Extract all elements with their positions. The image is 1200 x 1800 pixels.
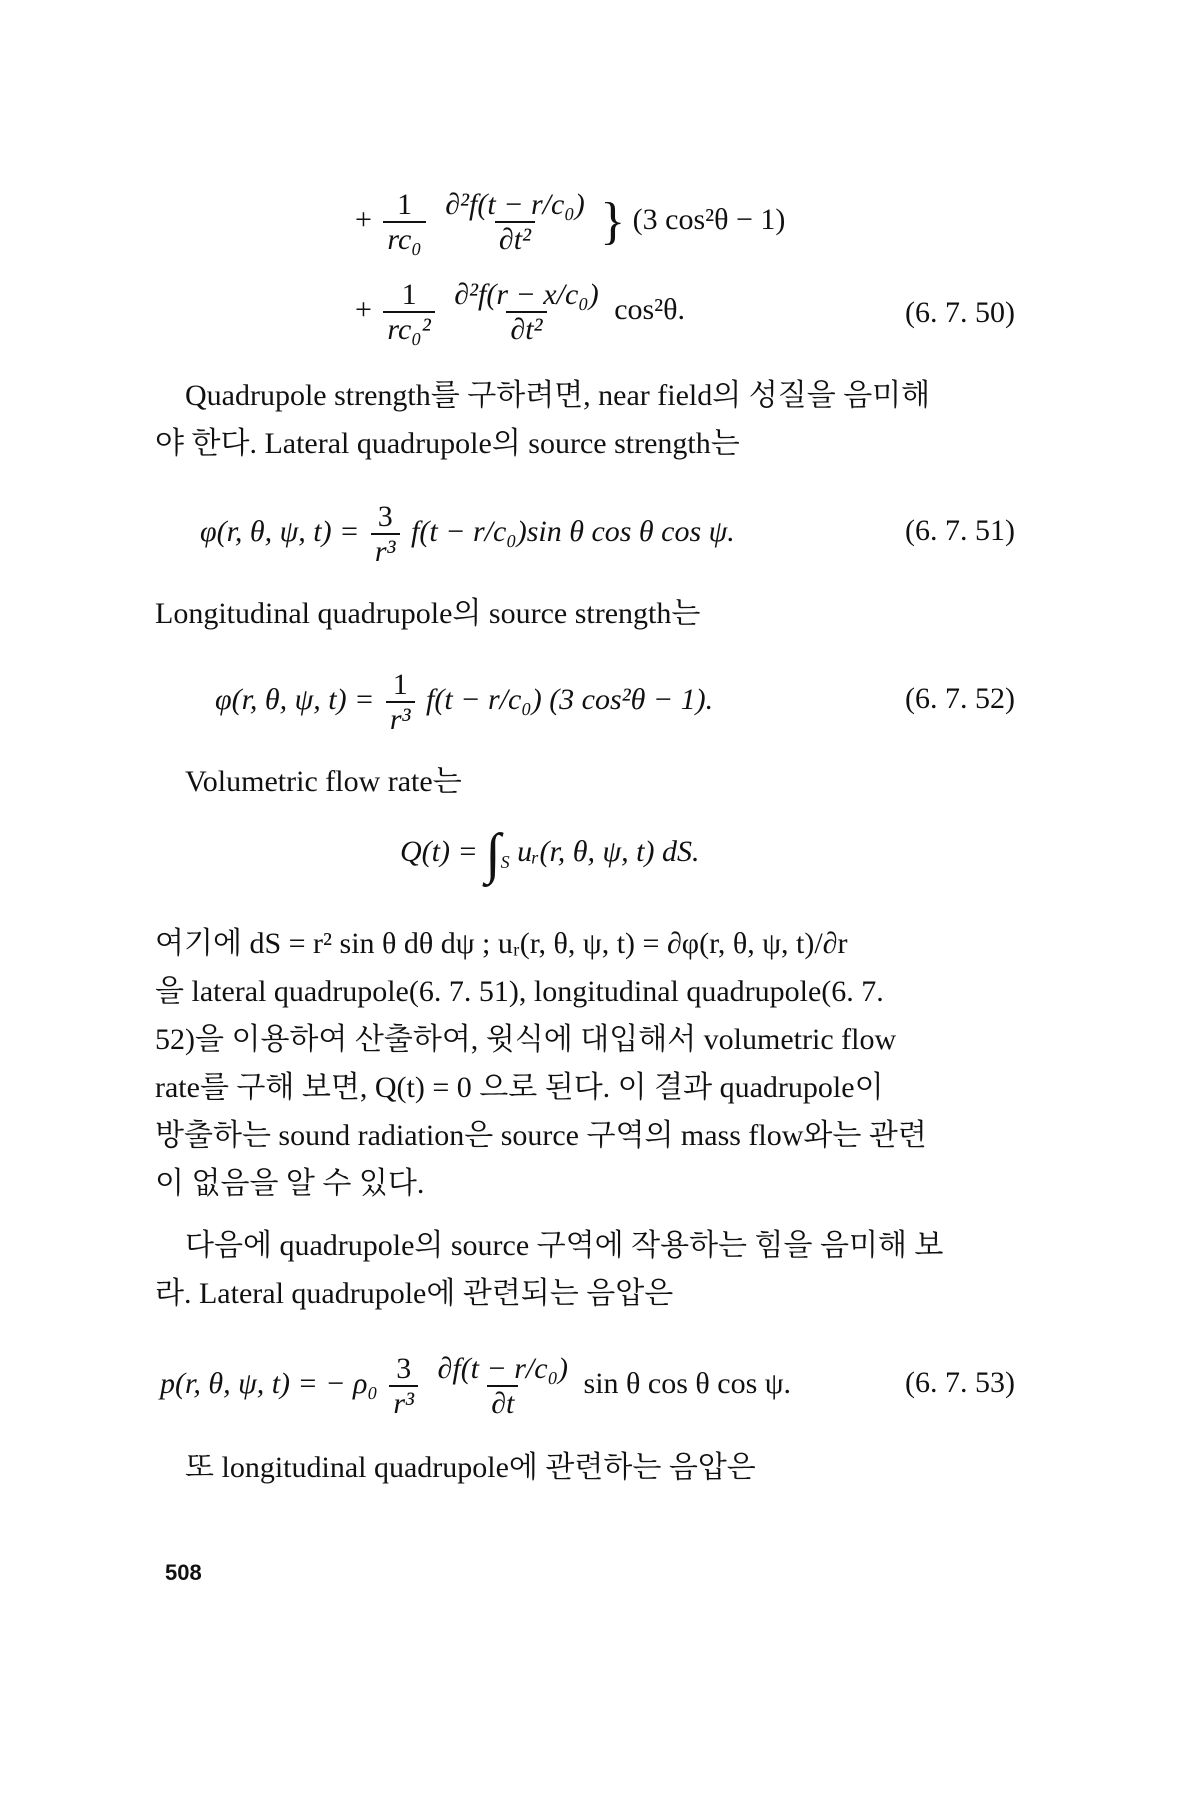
rhs: f(t − r/c₀)sin θ cos θ cos ψ. bbox=[411, 514, 735, 548]
rhs: uᵣ(r, θ, ψ, t) dS. bbox=[517, 834, 700, 868]
lhs: φ(r, θ, ψ, t) = bbox=[200, 514, 360, 548]
fraction-three-over-r-cubed bbox=[371, 500, 400, 568]
paragraph-5-line-1: 다음에 quadrupole의 source 구역에 작용하는 힘을 음미해 보 bbox=[185, 1229, 944, 1262]
cosine-term: cos²θ. bbox=[614, 292, 686, 326]
paragraph-3: Volumetric flow rate는 bbox=[185, 765, 462, 798]
equation-number-6-7-50: (6. 7. 50) bbox=[905, 296, 1015, 329]
paragraph-4-line-4: rate를 구해 보면, Q(t) = 0 으로 된다. 이 결과 quadrupole이 bbox=[155, 1071, 884, 1104]
equation-continuation-line-1 bbox=[355, 188, 785, 256]
lhs: φ(r, θ, ψ, t) = bbox=[215, 682, 375, 716]
denominator: ∂t² bbox=[506, 311, 546, 346]
integral-subscript: S bbox=[500, 851, 510, 872]
denominator: rc₀ bbox=[383, 221, 425, 256]
numerator: 1 bbox=[401, 278, 417, 311]
paragraph-4-line-5: 방출하는 sound radiation은 source 구역의 mass flow와는 관련 bbox=[155, 1119, 927, 1152]
equation-continuation-line-2 bbox=[355, 278, 685, 346]
paragraph-4-line-3: 52)을 이용하여 산출하여, 윗식에 대입해서 volumetric flow bbox=[155, 1023, 897, 1056]
paragraph-2: Longitudinal quadrupole의 source strength는 bbox=[155, 597, 701, 630]
fraction-one-over-rc0 bbox=[383, 188, 425, 256]
lhs: Q(t) = bbox=[400, 834, 478, 868]
numerator: 3 bbox=[377, 500, 393, 533]
equation-number-6-7-52: (6. 7. 52) bbox=[905, 682, 1015, 715]
equation-6-7-51 bbox=[200, 500, 735, 568]
numerator: ∂²f(t − r/c₀) bbox=[445, 188, 585, 221]
paragraph-4 bbox=[155, 920, 1045, 1208]
lhs: p(r, θ, ψ, t) = − ρ₀ bbox=[160, 1366, 378, 1400]
denominator: r³ bbox=[386, 701, 415, 736]
page-number: 508 bbox=[165, 1560, 202, 1585]
equation-number-6-7-53: (6. 7. 53) bbox=[905, 1366, 1015, 1399]
fraction-one-over-rc0-squared bbox=[383, 278, 434, 346]
rhs: f(t − r/c₀) (3 cos²θ − 1). bbox=[426, 682, 714, 716]
paragraph-4-line-1: 여기에 dS = r² sin θ dθ dψ ; uᵣ(r, θ, ψ, t) = ∂φ(r, θ, ψ, t)/∂r bbox=[155, 927, 848, 960]
paragraph-4-line-2: 을 lateral quadrupole(6. 7. 51), longitudinal quadrupole(6. 7. bbox=[155, 975, 884, 1008]
paragraph-1-line-1: Quadrupole strength를 구하려면, near field의 성질을 음미해 bbox=[185, 379, 931, 412]
numerator: ∂f(t − r/c₀) bbox=[437, 1352, 569, 1385]
paragraph-4-line-6: 이 없음을 알 수 있다. bbox=[155, 1167, 425, 1200]
fraction-time-derivative bbox=[434, 1352, 572, 1420]
fraction-one-over-r-cubed bbox=[386, 668, 415, 736]
denominator: r³ bbox=[389, 1385, 418, 1420]
fraction-second-derivative bbox=[450, 278, 602, 346]
equation-6-7-53 bbox=[160, 1352, 791, 1420]
denominator: r³ bbox=[371, 533, 400, 568]
plus-sign: + bbox=[355, 292, 372, 326]
numerator: ∂²f(r − x/c₀) bbox=[454, 278, 599, 311]
cosine-term: (3 cos²θ − 1) bbox=[632, 202, 786, 236]
paragraph-6: 또 longitudinal quadrupole에 관련하는 음압은 bbox=[185, 1451, 756, 1484]
plus-sign: + bbox=[355, 202, 372, 236]
paragraph-5-line-2: 라. Lateral quadrupole에 관련되는 음압은 bbox=[155, 1277, 674, 1310]
fraction-second-derivative bbox=[441, 188, 588, 256]
paragraph-1-line-2: 야 한다. Lateral quadrupole의 source strength는 bbox=[155, 427, 740, 460]
denominator: rc₀² bbox=[383, 311, 434, 346]
numerator: 1 bbox=[392, 668, 408, 701]
closing-brace: } bbox=[600, 193, 626, 250]
numerator: 1 bbox=[397, 188, 413, 221]
denominator: ∂t bbox=[487, 1385, 518, 1420]
rhs: sin θ cos θ cos ψ. bbox=[583, 1366, 792, 1400]
equation-6-7-52 bbox=[215, 668, 713, 736]
integral-sign: ∫ bbox=[485, 823, 501, 885]
numerator: 3 bbox=[396, 1352, 412, 1385]
equation-volumetric-flow-rate bbox=[400, 823, 700, 885]
fraction-three-over-r-cubed bbox=[389, 1352, 418, 1420]
equation-number-6-7-51: (6. 7. 51) bbox=[905, 514, 1015, 547]
denominator: ∂t² bbox=[495, 221, 535, 256]
